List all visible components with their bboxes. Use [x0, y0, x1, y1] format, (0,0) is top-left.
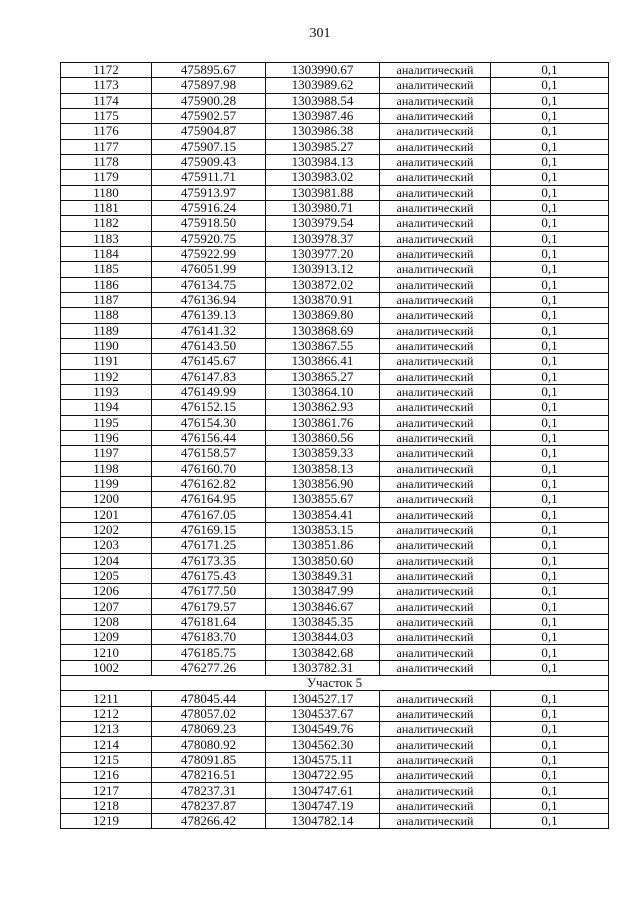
method-cell: аналитический: [380, 354, 491, 369]
accuracy-cell: 0,1: [491, 568, 609, 583]
y-coordinate-cell: 1303990.67: [266, 63, 380, 78]
point-number-cell: 1183: [61, 231, 152, 246]
y-coordinate-cell: 1303856.90: [266, 476, 380, 491]
x-coordinate-cell: 475920.75: [152, 231, 266, 246]
point-number-cell: 1211: [61, 691, 152, 706]
x-coordinate-cell: 476160.70: [152, 461, 266, 476]
y-coordinate-cell: 1303861.76: [266, 415, 380, 430]
point-number-cell: 1198: [61, 461, 152, 476]
accuracy-cell: 0,1: [491, 814, 609, 829]
y-coordinate-cell: 1303862.93: [266, 400, 380, 415]
method-cell: аналитический: [380, 768, 491, 783]
y-coordinate-cell: 1303859.33: [266, 446, 380, 461]
method-cell: аналитический: [380, 691, 491, 706]
y-coordinate-cell: 1303864.10: [266, 384, 380, 399]
method-cell: аналитический: [380, 415, 491, 430]
x-coordinate-cell: 478080.92: [152, 737, 266, 752]
x-coordinate-cell: 475916.24: [152, 200, 266, 215]
point-number-cell: 1193: [61, 384, 152, 399]
accuracy-cell: 0,1: [491, 93, 609, 108]
table-row: [61, 338, 609, 353]
method-cell: аналитический: [380, 752, 491, 767]
accuracy-cell: 0,1: [491, 63, 609, 78]
point-number-cell: 1206: [61, 584, 152, 599]
x-coordinate-cell: 476141.32: [152, 323, 266, 338]
point-number-cell: 1194: [61, 400, 152, 415]
accuracy-cell: 0,1: [491, 354, 609, 369]
y-coordinate-cell: 1303870.91: [266, 292, 380, 307]
point-number-cell: 1205: [61, 568, 152, 583]
method-cell: аналитический: [380, 645, 491, 660]
y-coordinate-cell: 1303872.02: [266, 277, 380, 292]
x-coordinate-cell: 475907.15: [152, 139, 266, 154]
section-row: [61, 676, 609, 691]
accuracy-cell: 0,1: [491, 446, 609, 461]
y-coordinate-cell: 1303869.80: [266, 308, 380, 323]
x-coordinate-cell: 476173.35: [152, 553, 266, 568]
method-cell: аналитический: [380, 78, 491, 93]
y-coordinate-cell: 1303847.99: [266, 584, 380, 599]
y-coordinate-cell: 1303986.38: [266, 124, 380, 139]
x-coordinate-cell: 476139.13: [152, 308, 266, 323]
method-cell: аналитический: [380, 246, 491, 261]
method-cell: аналитический: [380, 369, 491, 384]
x-coordinate-cell: 475911.71: [152, 170, 266, 185]
x-coordinate-cell: 478091.85: [152, 752, 266, 767]
method-cell: аналитический: [380, 323, 491, 338]
point-number-cell: 1173: [61, 78, 152, 93]
accuracy-cell: 0,1: [491, 476, 609, 491]
table-row: [61, 262, 609, 277]
method-cell: аналитический: [380, 292, 491, 307]
x-coordinate-cell: 475909.43: [152, 154, 266, 169]
y-coordinate-cell: 1303851.86: [266, 538, 380, 553]
accuracy-cell: 0,1: [491, 323, 609, 338]
point-number-cell: 1191: [61, 354, 152, 369]
y-coordinate-cell: 1303849.31: [266, 568, 380, 583]
y-coordinate-cell: 1304575.11: [266, 752, 380, 767]
point-number-cell: 1174: [61, 93, 152, 108]
y-coordinate-cell: 1303865.27: [266, 369, 380, 384]
y-coordinate-cell: 1304527.17: [266, 691, 380, 706]
accuracy-cell: 0,1: [491, 538, 609, 553]
y-coordinate-cell: 1303846.67: [266, 599, 380, 614]
y-coordinate-cell: 1303860.56: [266, 430, 380, 445]
y-coordinate-cell: 1303988.54: [266, 93, 380, 108]
y-coordinate-cell: 1304722.95: [266, 768, 380, 783]
table-row: [61, 277, 609, 292]
table-row: [61, 798, 609, 813]
x-coordinate-cell: 475900.28: [152, 93, 266, 108]
table-row: [61, 384, 609, 399]
accuracy-cell: 0,1: [491, 108, 609, 123]
x-coordinate-cell: 476143.50: [152, 338, 266, 353]
x-coordinate-cell: 476147.83: [152, 369, 266, 384]
point-number-cell: 1192: [61, 369, 152, 384]
table-row: [61, 783, 609, 798]
x-coordinate-cell: 476136.94: [152, 292, 266, 307]
coordinates-table-body: [61, 63, 609, 829]
method-cell: аналитический: [380, 446, 491, 461]
method-cell: аналитический: [380, 108, 491, 123]
table-row: [61, 599, 609, 614]
x-coordinate-cell: 475895.67: [152, 63, 266, 78]
method-cell: аналитический: [380, 124, 491, 139]
y-coordinate-cell: 1303866.41: [266, 354, 380, 369]
method-cell: аналитический: [380, 522, 491, 537]
method-cell: аналитический: [380, 507, 491, 522]
method-cell: аналитический: [380, 200, 491, 215]
point-number-cell: 1190: [61, 338, 152, 353]
x-coordinate-cell: 476162.82: [152, 476, 266, 491]
table-row: [61, 354, 609, 369]
y-coordinate-cell: 1303844.03: [266, 630, 380, 645]
accuracy-cell: 0,1: [491, 262, 609, 277]
point-number-cell: 1176: [61, 124, 152, 139]
point-number-cell: 1204: [61, 553, 152, 568]
point-number-cell: 1195: [61, 415, 152, 430]
table-row: [61, 553, 609, 568]
x-coordinate-cell: 476149.99: [152, 384, 266, 399]
y-coordinate-cell: 1303984.13: [266, 154, 380, 169]
x-coordinate-cell: 476167.05: [152, 507, 266, 522]
accuracy-cell: 0,1: [491, 492, 609, 507]
table-row: [61, 768, 609, 783]
accuracy-cell: 0,1: [491, 338, 609, 353]
point-number-cell: 1199: [61, 476, 152, 491]
table-row: [61, 246, 609, 261]
accuracy-cell: 0,1: [491, 78, 609, 93]
y-coordinate-cell: 1304747.61: [266, 783, 380, 798]
y-coordinate-cell: 1304549.76: [266, 722, 380, 737]
point-number-cell: 1196: [61, 430, 152, 445]
table-row: [61, 154, 609, 169]
method-cell: аналитический: [380, 93, 491, 108]
point-number-cell: 1209: [61, 630, 152, 645]
accuracy-cell: 0,1: [491, 292, 609, 307]
table-row: [61, 614, 609, 629]
point-number-cell: 1208: [61, 614, 152, 629]
point-number-cell: 1210: [61, 645, 152, 660]
point-number-cell: 1172: [61, 63, 152, 78]
x-coordinate-cell: 476134.75: [152, 277, 266, 292]
table-row: [61, 461, 609, 476]
table-row: [61, 369, 609, 384]
accuracy-cell: 0,1: [491, 461, 609, 476]
point-number-cell: 1200: [61, 492, 152, 507]
table-row: [61, 323, 609, 338]
point-number-cell: 1219: [61, 814, 152, 829]
point-number-cell: 1207: [61, 599, 152, 614]
table-row: [61, 476, 609, 491]
point-number-cell: 1213: [61, 722, 152, 737]
table-row: [61, 660, 609, 675]
table-row: [61, 584, 609, 599]
y-coordinate-cell: 1303858.13: [266, 461, 380, 476]
accuracy-cell: 0,1: [491, 154, 609, 169]
point-number-cell: 1216: [61, 768, 152, 783]
y-coordinate-cell: 1303985.27: [266, 139, 380, 154]
point-number-cell: 1212: [61, 706, 152, 721]
method-cell: аналитический: [380, 139, 491, 154]
x-coordinate-cell: 476179.57: [152, 599, 266, 614]
point-number-cell: 1215: [61, 752, 152, 767]
method-cell: аналитический: [380, 231, 491, 246]
point-number-cell: 1202: [61, 522, 152, 537]
method-cell: аналитический: [380, 308, 491, 323]
accuracy-cell: 0,1: [491, 507, 609, 522]
x-coordinate-cell: 478216.51: [152, 768, 266, 783]
accuracy-cell: 0,1: [491, 231, 609, 246]
point-number-cell: 1181: [61, 200, 152, 215]
table-row: [61, 507, 609, 522]
y-coordinate-cell: 1303855.67: [266, 492, 380, 507]
point-number-cell: 1186: [61, 277, 152, 292]
x-coordinate-cell: 478069.23: [152, 722, 266, 737]
method-cell: аналитический: [380, 599, 491, 614]
y-coordinate-cell: 1303782.31: [266, 660, 380, 675]
point-number-cell: 1184: [61, 246, 152, 261]
x-coordinate-cell: 476154.30: [152, 415, 266, 430]
table-row: [61, 292, 609, 307]
accuracy-cell: 0,1: [491, 737, 609, 752]
page-number: 301: [309, 26, 331, 41]
y-coordinate-cell: 1303983.02: [266, 170, 380, 185]
x-coordinate-cell: 475918.50: [152, 216, 266, 231]
point-number-cell: 1185: [61, 262, 152, 277]
x-coordinate-cell: 475904.87: [152, 124, 266, 139]
table-row: [61, 108, 609, 123]
x-coordinate-cell: 475902.57: [152, 108, 266, 123]
accuracy-cell: 0,1: [491, 384, 609, 399]
y-coordinate-cell: 1303842.68: [266, 645, 380, 660]
point-number-cell: 1201: [61, 507, 152, 522]
method-cell: аналитический: [380, 737, 491, 752]
point-number-cell: 1182: [61, 216, 152, 231]
method-cell: аналитический: [380, 614, 491, 629]
x-coordinate-cell: 478237.87: [152, 798, 266, 813]
method-cell: аналитический: [380, 170, 491, 185]
x-coordinate-cell: 476181.64: [152, 614, 266, 629]
method-cell: аналитический: [380, 492, 491, 507]
accuracy-cell: 0,1: [491, 522, 609, 537]
accuracy-cell: 0,1: [491, 798, 609, 813]
table-row: [61, 691, 609, 706]
method-cell: аналитический: [380, 553, 491, 568]
x-coordinate-cell: 476183.70: [152, 630, 266, 645]
method-cell: аналитический: [380, 400, 491, 415]
x-coordinate-cell: 476145.67: [152, 354, 266, 369]
table-row: [61, 216, 609, 231]
point-number-cell: 1203: [61, 538, 152, 553]
x-coordinate-cell: 476169.15: [152, 522, 266, 537]
y-coordinate-cell: 1303989.62: [266, 78, 380, 93]
coordinates-table: [60, 62, 609, 829]
method-cell: аналитический: [380, 277, 491, 292]
table-row: [61, 645, 609, 660]
x-coordinate-cell: 476177.50: [152, 584, 266, 599]
method-cell: аналитический: [380, 722, 491, 737]
table-row: [61, 185, 609, 200]
accuracy-cell: 0,1: [491, 660, 609, 675]
y-coordinate-cell: 1303980.71: [266, 200, 380, 215]
x-coordinate-cell: 476158.57: [152, 446, 266, 461]
x-coordinate-cell: 475922.99: [152, 246, 266, 261]
table-row: [61, 124, 609, 139]
method-cell: аналитический: [380, 154, 491, 169]
table-row: [61, 814, 609, 829]
table-row: [61, 400, 609, 415]
accuracy-cell: 0,1: [491, 599, 609, 614]
method-cell: аналитический: [380, 630, 491, 645]
y-coordinate-cell: 1303867.55: [266, 338, 380, 353]
accuracy-cell: 0,1: [491, 706, 609, 721]
accuracy-cell: 0,1: [491, 584, 609, 599]
point-number-cell: 1179: [61, 170, 152, 185]
accuracy-cell: 0,1: [491, 400, 609, 415]
point-number-cell: 1180: [61, 185, 152, 200]
y-coordinate-cell: 1303987.46: [266, 108, 380, 123]
x-coordinate-cell: 476171.25: [152, 538, 266, 553]
table-row: [61, 430, 609, 445]
accuracy-cell: 0,1: [491, 246, 609, 261]
x-coordinate-cell: 476152.15: [152, 400, 266, 415]
x-coordinate-cell: 476051.99: [152, 262, 266, 277]
x-coordinate-cell: 476164.95: [152, 492, 266, 507]
table-row: [61, 706, 609, 721]
y-coordinate-cell: 1303977.20: [266, 246, 380, 261]
table-row: [61, 752, 609, 767]
y-coordinate-cell: 1303978.37: [266, 231, 380, 246]
y-coordinate-cell: 1303854.41: [266, 507, 380, 522]
table-row: [61, 200, 609, 215]
y-coordinate-cell: 1303853.15: [266, 522, 380, 537]
table-row: [61, 415, 609, 430]
method-cell: аналитический: [380, 814, 491, 829]
table-row: [61, 568, 609, 583]
point-number-cell: 1189: [61, 323, 152, 338]
method-cell: аналитический: [380, 216, 491, 231]
method-cell: аналитический: [380, 461, 491, 476]
x-coordinate-cell: 476185.75: [152, 645, 266, 660]
method-cell: аналитический: [380, 584, 491, 599]
table-row: [61, 231, 609, 246]
method-cell: аналитический: [380, 538, 491, 553]
method-cell: аналитический: [380, 262, 491, 277]
accuracy-cell: 0,1: [491, 415, 609, 430]
y-coordinate-cell: 1304747.19: [266, 798, 380, 813]
x-coordinate-cell: 478045.44: [152, 691, 266, 706]
table-row: [61, 170, 609, 185]
y-coordinate-cell: 1303850.60: [266, 553, 380, 568]
table-row: [61, 63, 609, 78]
accuracy-cell: 0,1: [491, 124, 609, 139]
accuracy-cell: 0,1: [491, 185, 609, 200]
table-row: [61, 492, 609, 507]
accuracy-cell: 0,1: [491, 614, 609, 629]
y-coordinate-cell: 1304537.67: [266, 706, 380, 721]
x-coordinate-cell: 475897.98: [152, 78, 266, 93]
point-number-cell: 1178: [61, 154, 152, 169]
accuracy-cell: 0,1: [491, 645, 609, 660]
point-number-cell: 1197: [61, 446, 152, 461]
method-cell: аналитический: [380, 568, 491, 583]
method-cell: аналитический: [380, 384, 491, 399]
accuracy-cell: 0,1: [491, 783, 609, 798]
x-coordinate-cell: 478266.42: [152, 814, 266, 829]
accuracy-cell: 0,1: [491, 768, 609, 783]
table-row: [61, 308, 609, 323]
x-coordinate-cell: 476156.44: [152, 430, 266, 445]
method-cell: аналитический: [380, 706, 491, 721]
table-row: [61, 722, 609, 737]
table-row: [61, 522, 609, 537]
y-coordinate-cell: 1303845.35: [266, 614, 380, 629]
y-coordinate-cell: 1304782.14: [266, 814, 380, 829]
point-number-cell: 1002: [61, 660, 152, 675]
y-coordinate-cell: 1304562.30: [266, 737, 380, 752]
accuracy-cell: 0,1: [491, 722, 609, 737]
x-coordinate-cell: 476175.43: [152, 568, 266, 583]
accuracy-cell: 0,1: [491, 691, 609, 706]
table-row: [61, 78, 609, 93]
point-number-cell: 1214: [61, 737, 152, 752]
table-row: [61, 446, 609, 461]
method-cell: аналитический: [380, 660, 491, 675]
x-coordinate-cell: 475913.97: [152, 185, 266, 200]
accuracy-cell: 0,1: [491, 308, 609, 323]
y-coordinate-cell: 1303981.88: [266, 185, 380, 200]
x-coordinate-cell: 476277.26: [152, 660, 266, 675]
point-number-cell: 1218: [61, 798, 152, 813]
point-number-cell: 1217: [61, 783, 152, 798]
accuracy-cell: 0,1: [491, 277, 609, 292]
accuracy-cell: 0,1: [491, 369, 609, 384]
table-row: [61, 139, 609, 154]
method-cell: аналитический: [380, 338, 491, 353]
method-cell: аналитический: [380, 476, 491, 491]
table-row: [61, 737, 609, 752]
method-cell: аналитический: [380, 798, 491, 813]
accuracy-cell: 0,1: [491, 752, 609, 767]
table-row: [61, 630, 609, 645]
section-title: Участок 5: [61, 676, 609, 691]
accuracy-cell: 0,1: [491, 200, 609, 215]
x-coordinate-cell: 478237.31: [152, 783, 266, 798]
method-cell: аналитический: [380, 430, 491, 445]
accuracy-cell: 0,1: [491, 430, 609, 445]
point-number-cell: 1188: [61, 308, 152, 323]
y-coordinate-cell: 1303913.12: [266, 262, 380, 277]
accuracy-cell: 0,1: [491, 216, 609, 231]
accuracy-cell: 0,1: [491, 553, 609, 568]
point-number-cell: 1175: [61, 108, 152, 123]
table-row: [61, 538, 609, 553]
point-number-cell: 1187: [61, 292, 152, 307]
accuracy-cell: 0,1: [491, 139, 609, 154]
method-cell: аналитический: [380, 185, 491, 200]
x-coordinate-cell: 478057.02: [152, 706, 266, 721]
accuracy-cell: 0,1: [491, 170, 609, 185]
point-number-cell: 1177: [61, 139, 152, 154]
accuracy-cell: 0,1: [491, 630, 609, 645]
method-cell: аналитический: [380, 783, 491, 798]
table-row: [61, 93, 609, 108]
y-coordinate-cell: 1303979.54: [266, 216, 380, 231]
method-cell: аналитический: [380, 63, 491, 78]
y-coordinate-cell: 1303868.69: [266, 323, 380, 338]
